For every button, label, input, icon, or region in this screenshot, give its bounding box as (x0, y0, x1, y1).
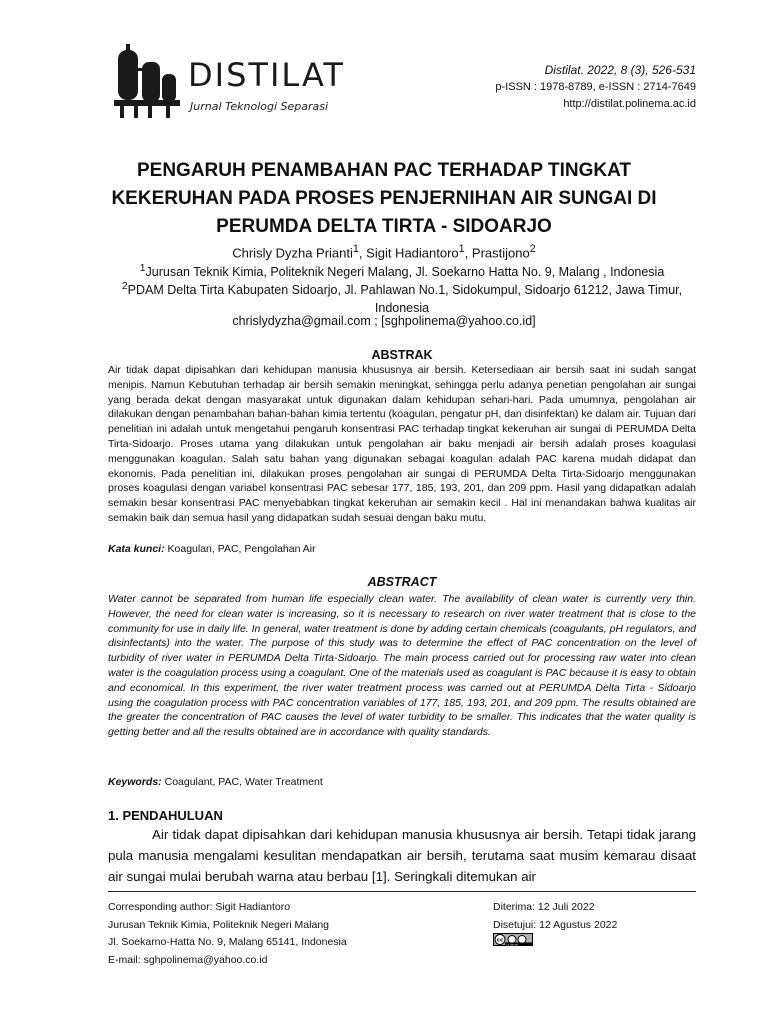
kata-kunci (108, 543, 696, 555)
keywords-value: Koagulan, PAC, Pengolahan Air (164, 543, 316, 555)
journal-citation-block (495, 62, 696, 113)
abstrak-text: Air tidak dapat dipisahkan dari kehidupan manusia khususnya air bersih. Ketersediaan air bersih saat ini sudah sangat menipis. Namun Kebutuhan terhadap air bersih semakin meningkat, sehingga perlu adanya penetian pengolahan air sungai yang berada dekat dengan masyarakat untuk digunakan dalam kehidupan sehari-hari. Pada umumnya, pengolahan air dilakukan dengan penambahan bahan-bahan kimia tertentu (koagulan, pengatur pH, dan disinfektan) ke dalam air. Tujuan dari penelitian ini adalah untuk mengetahui pengaruh konsentrasi PAC terhadap tingkat kekeruhan air sungai di PERUMDA Delta Tirta-Sidoarjo. Proses utama yang dilakukan untuk pengolahan air baku menjadi air bersih adalah proses koagulasi menggunakan koagulan. Salah satu bahan yang digunakan sebagai koagulan adalah PAC karena mudah didapat dan ekonomis. Pada penelitian ini, dilakukan proses pengolahan air sungai di PERUMDA Delta Tirta-Sidoarjo menggunakan proses koagulasi dengan variabel konsentrasi PAC sebesar 177, 185, 193, 201, dan 209 ppm. Hasil yang didapatkan adalah semakin besar konsentrasi PAC menyebabkan tingkat kekeruhan air semakin kecil . Hal ini menandakan bahwa kualitas air semakin baik dan semua hasil yang didapatkan sudah sesuai dengan baku mutu. (108, 364, 696, 524)
aff-sup: 1 (139, 263, 146, 274)
keywords-label: Kata kunci: (108, 543, 165, 555)
aff-text: Jurusan Teknik Kimia, Politeknik Negeri Malang, Jl. Soekarno Hatta No. 9, Malang , Indonesia (145, 265, 665, 280)
keywords (108, 776, 696, 788)
keywords-label: Keywords: (108, 776, 162, 788)
accepted-date: Disetujui: 12 Agustus 2022 (493, 918, 618, 931)
aff-text: PDAM Delta Tirta Kabupaten Sidoarjo, Jl. Pahlawan No.1, Sidokumpul, Sidoarjo 61212, Jawa Timur, Indonesia (127, 283, 683, 316)
cc-license-icon[interactable] (493, 933, 533, 946)
author-name: Sigit Hadiantoro (366, 245, 459, 261)
svg-text:cc: cc (496, 937, 504, 944)
title-line: PERUMDA DELTA TIRTA - SIDOARJO (216, 216, 552, 237)
abstract-text: Water cannot be separated from human life especially clean water. The availability of clean water is currently very thin. However, the need for clean water is increasing, so it is necessary to research on river water treatment that is close to the community for use in daily life. In general, water treatment is done by adding certain chemicals (coagulants, pH regulators, and disinfectants) into the water. The purpose of this study was to determine the effect of PAC concentration on the level of turbidity of river water in PERUMDA Delta Tirta-Sidoarjo. The main process carried out for processing raw water into clean water is the coagulation process using a coagulant. One of the materials used as coagulant is PAC because it is easy to obtain and economical. In this experiment, the river water treatment process was carried out at PERUMDA Delta Tirta - Sidoarjo using the coagulation process with PAC concentration variables of 177, 185, 193, 201, and 209 ppm. The results obtained are the greater the concentration of PAC causes the level of water turbidity to be smaller. This indicates that the water quality is getting better and all the results obtained are in accordance with quality standards. (108, 593, 696, 739)
distillation-column-icon (112, 44, 186, 120)
journal-url[interactable]: http://distilat.polinema.ac.id (563, 98, 696, 110)
corresponding-author: Corresponding author: Sigit Hadiantoro (108, 901, 291, 913)
abstract-heading: ABSTRACT (367, 575, 437, 589)
corresponding-info (108, 899, 347, 969)
aff-sup: 2 (121, 281, 128, 292)
dates-info (493, 899, 617, 934)
author-emails[interactable]: chrislydyzha@gmail.com ; [sghpolinema@yahoo.co.id] (232, 314, 536, 328)
intro-paragraph: Air tidak dapat dipisahkan dari kehidupan manusia khususnya air bersih. Tetapi tidak jarang pula manusia mengalami kesulitan mendapatkan air bersih, terutama saat musim kemarau disaat air sungai mulai berubah warna atau berbau [1]. Seringkali ditemukan air (108, 827, 696, 884)
author-sup: 2 (529, 243, 536, 255)
logo-tagline: Jurnal Teknologi Separasi (190, 100, 329, 113)
author-sep: , (464, 245, 472, 261)
section-heading: 1. PENDAHULUAN (108, 808, 223, 823)
abstrak-heading: ABSTRAK (371, 348, 433, 362)
keywords-value: Coagulant, PAC, Water Treatment (161, 776, 323, 788)
author-name: Chrisly Dyzha Prianti (232, 245, 353, 261)
corresponding-address: Jl. Soekarno-Hatta No. 9, Malang 65141, Indonesia (108, 936, 347, 948)
author-name: Prastijono (471, 245, 530, 261)
title-line: PENGARUH PENAMBAHAN PAC TERHADAP TINGKAT (136, 160, 631, 181)
received-date: Diterima: 12 Juli 2022 (493, 901, 595, 913)
corresponding-dept: Jurusan Teknik Kimia, Politeknik Negeri Malang (108, 918, 329, 931)
issn: p-ISSN : 1978-8789, e-ISSN : 2714-7649 (495, 81, 696, 93)
corresponding-email[interactable]: E-mail: sghpolinema@yahoo.co.id (108, 953, 268, 966)
author-sup: 1 (352, 243, 359, 255)
journal-citation: Distilat. 2022, 8 (3), 526-531 (544, 63, 696, 77)
author-sep: , (358, 245, 367, 261)
journal-logo (112, 44, 345, 120)
footer-divider (108, 891, 696, 892)
author-list (90, 240, 678, 262)
logo-name: DISTILAT (188, 56, 345, 94)
paper-title (90, 157, 678, 241)
author-sup: 1 (458, 243, 465, 255)
license-badge-text: cc by sa (506, 942, 518, 946)
title-line: KEKERUHAN PADA PROSES PENJERNIHAN AIR SUNGAI DI (111, 188, 657, 209)
affiliation-2 (108, 278, 696, 317)
